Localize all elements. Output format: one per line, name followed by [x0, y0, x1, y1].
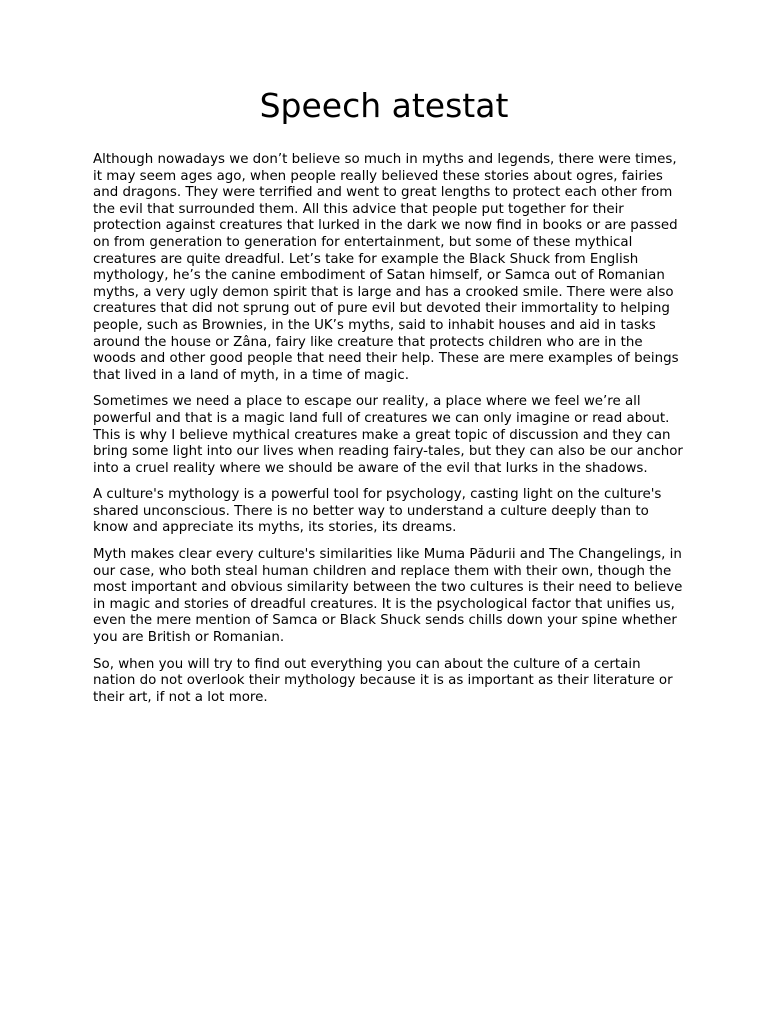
- document-title: Speech atestat: [259, 86, 509, 125]
- paragraph-1: Although nowadays we don’t believe so much in myths and legends, there were times, it may seem ages ago, when people really believed these stories about ogres, fairies and dragons. They were terrified and went to great lengths to protect each other from the evil that surrounded them. All this advice that people put together for their protection against creatures that lurked in the dark we now find in books or are passed on from generation to generation for entertainment, but some of these mythical creatures are quite dreadful. Let’s take for example the Black Shuck from English mythology, he’s the canine embodiment of Satan himself, or Samca out of Romanian myths, a very ugly demon spirit that is large and has a crooked smile. There were also creatures that did not sprung out of pure evil but devoted their immortality to helping people, such as Brownies, in the UK’s myths, said to inhabit houses and aid in tasks around the house or Zâna, fairy like creature that protects children who are in the woods and other good people that need their help. These are mere examples of beings that lived in a land of myth, in a time of magic.: [93, 152, 679, 383]
- paragraph-2: Sometimes we need a place to escape our reality, a place where we feel we’re all powerful and that is a magic land full of creatures we can only imagine or read about. This is why I believe mythical creatures make a great topic of discussion and they can bring some light into our lives when reading fairy-tales, but they can also be our anchor into a cruel reality where we should be aware of the evil that lurks in the shadows.: [93, 394, 683, 476]
- paragraph-5: So, when you will try to find out everything you can about the culture of a certain nation do not overlook their mythology because it is as important as their literature or their art, if not a lot more.: [93, 656, 673, 705]
- paragraph-3: A culture's mythology is a powerful tool for psychology, casting light on the culture's shared unconscious. There is no better way to understand a culture deeply than to know and appreciate its myths, its stories, its dreams.: [93, 487, 662, 536]
- paragraph-4: Myth makes clear every culture's similarities like Muma Pădurii and The Changelings, in our case, who both steal human children and replace them with their own, though the most important and obvious similarity between the two cultures is their need to believe in magic and stories of dreadful creatures. It is the psychological factor that unifies us, even the mere mention of Samca or Black Shuck sends chills down your spine whether you are British or Romanian.: [93, 547, 683, 646]
- document-body: [93, 152, 683, 716]
